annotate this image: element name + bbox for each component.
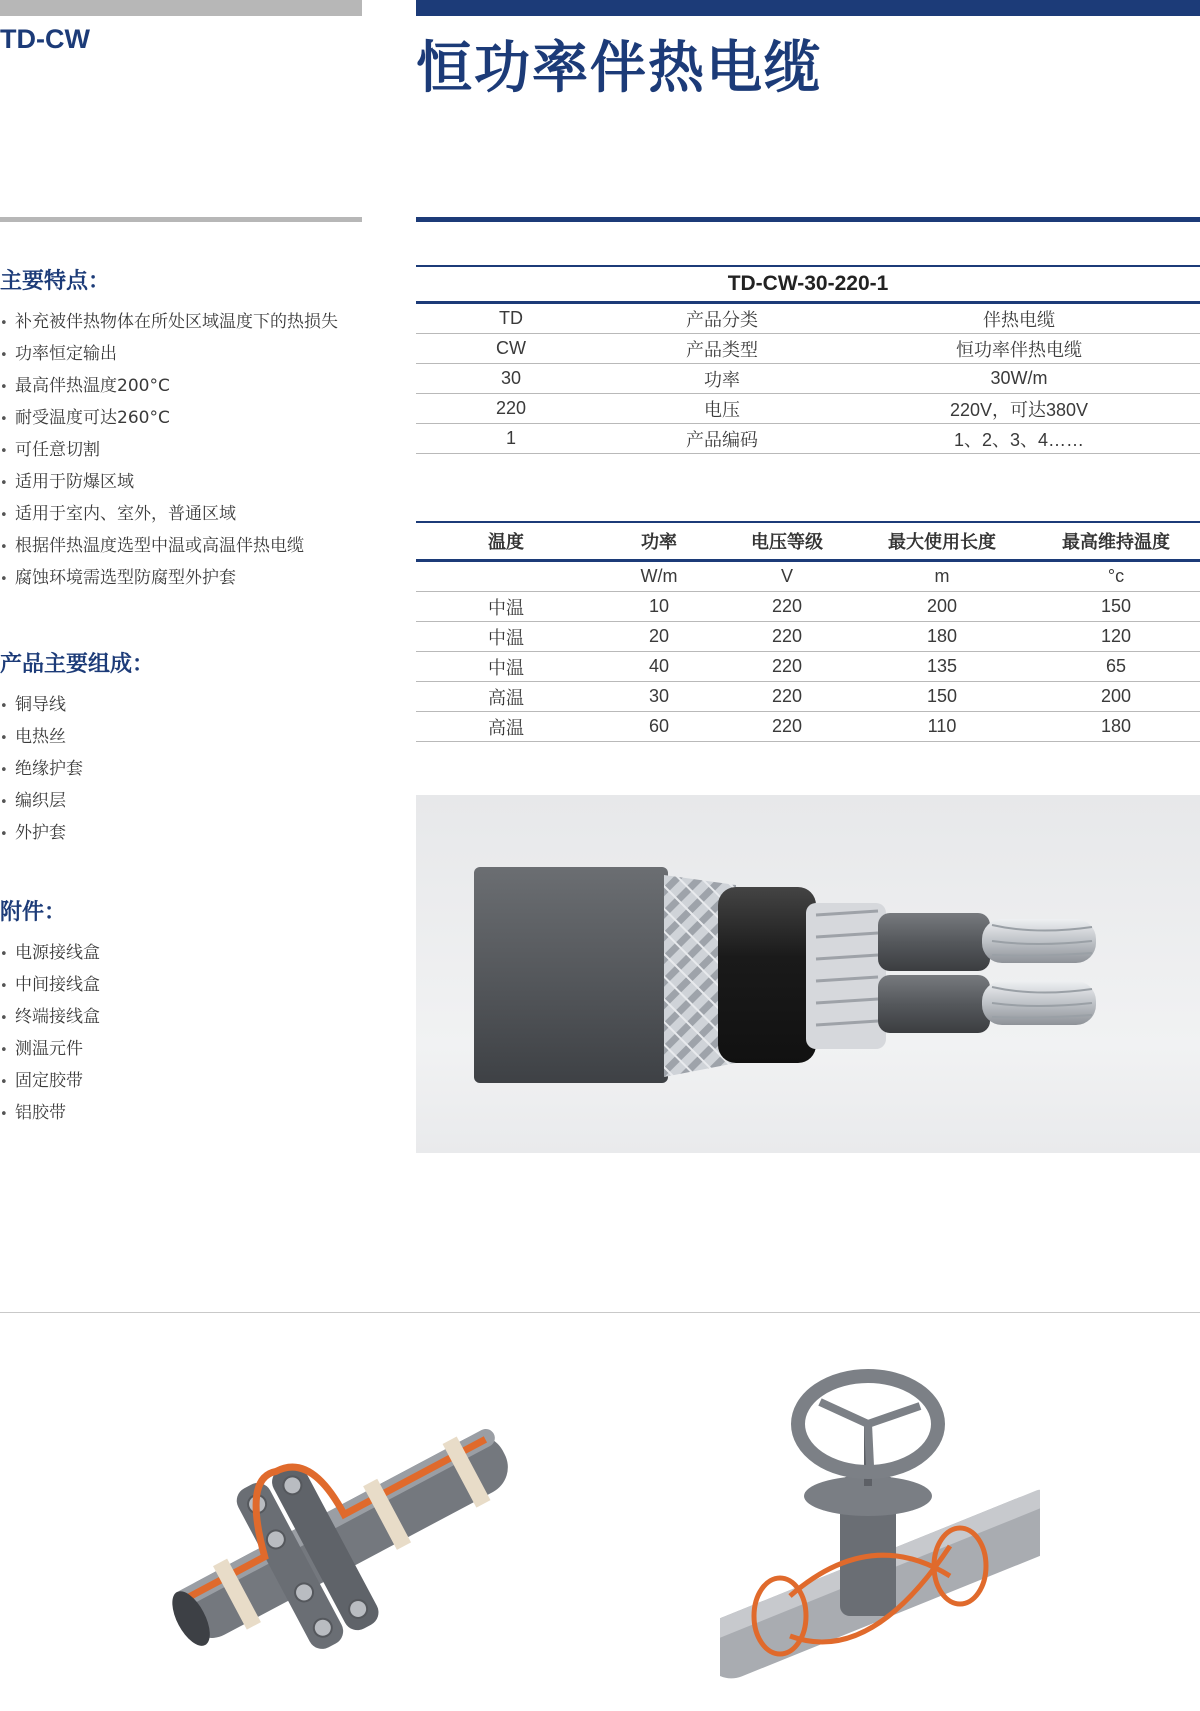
- table-cell: 220: [416, 394, 606, 424]
- list-item: • 功率恒定输出: [0, 338, 338, 370]
- table-cell: 220: [722, 712, 852, 742]
- table-cell: 200: [852, 592, 1032, 622]
- list-item: • 耐受温度可达260°C: [0, 402, 338, 434]
- top-gray-bar: [0, 0, 362, 16]
- table-cell: [416, 561, 596, 592]
- table-cell: 65: [1032, 652, 1200, 682]
- spec-table: [416, 521, 1200, 742]
- list-item: • 铝胶带: [0, 1097, 100, 1129]
- table-cell: 135: [852, 652, 1032, 682]
- table-cell: m: [852, 561, 1032, 592]
- valve-illustration: [720, 1366, 1040, 1686]
- table-row: [416, 394, 1200, 424]
- table-cell: 伴热电缆: [838, 303, 1200, 334]
- list-item: • 编织层: [0, 785, 83, 817]
- list-item: • 中间接线盒: [0, 969, 100, 1001]
- table-row: [416, 622, 1200, 652]
- table-cell: 180: [1032, 712, 1200, 742]
- table-cell: 产品编码: [606, 424, 838, 454]
- list-item: • 终端接线盒: [0, 1001, 100, 1033]
- units-row: [416, 561, 1200, 592]
- table-row: [416, 592, 1200, 622]
- table-cell: 10: [596, 592, 722, 622]
- list-item: • 根据伴热温度选型中温或高温伴热电缆: [0, 530, 338, 562]
- table-cell: 220: [722, 652, 852, 682]
- table-cell: 200: [1032, 682, 1200, 712]
- mid-gray-bar: [0, 217, 362, 222]
- mid-navy-bar: [416, 217, 1200, 222]
- table-row: [416, 652, 1200, 682]
- table-row: [416, 682, 1200, 712]
- column-header: 功率: [596, 522, 722, 561]
- accessories-list: [0, 937, 100, 1129]
- table-cell: 中温: [416, 622, 596, 652]
- flanged-pipe-illustration: [150, 1378, 530, 1678]
- page-title: 恒功率伴热电缆: [416, 36, 822, 101]
- composition-list: [0, 689, 83, 849]
- table-cell: W/m: [596, 561, 722, 592]
- table-cell: 20: [596, 622, 722, 652]
- list-item: • 铜导线: [0, 689, 83, 721]
- table-cell: 高温: [416, 682, 596, 712]
- table-cell: 120: [1032, 622, 1200, 652]
- flange-illustration-box: [150, 1378, 530, 1682]
- table-cell: 220: [722, 622, 852, 652]
- cable-cross-section-illustration: [416, 795, 1200, 1153]
- table-cell: 150: [852, 682, 1032, 712]
- table-cell: 恒功率伴热电缆: [838, 334, 1200, 364]
- table-row: [416, 364, 1200, 394]
- table-row: [416, 712, 1200, 742]
- table-cell: V: [722, 561, 852, 592]
- table-cell: 1: [416, 424, 606, 454]
- table-cell: 产品类型: [606, 334, 838, 364]
- table-row: [416, 334, 1200, 364]
- code-table-caption: TD-CW-30-220-1: [416, 266, 1200, 303]
- table-cell: 1、2、3、4……: [838, 424, 1200, 454]
- list-item: • 腐蚀环境需选型防腐型外护套: [0, 562, 338, 594]
- list-item: • 电热丝: [0, 721, 83, 753]
- table-cell: 220: [722, 592, 852, 622]
- table-cell: 180: [852, 622, 1032, 652]
- column-header: 电压等级: [722, 522, 852, 561]
- list-item: • 测温元件: [0, 1033, 100, 1065]
- list-item: • 适用于室内、室外，普通区域: [0, 498, 338, 530]
- list-item: • 可任意切割: [0, 434, 338, 466]
- table-header-row: [416, 522, 1200, 561]
- table-cell: 30W/m: [838, 364, 1200, 394]
- list-item: • 电源接线盒: [0, 937, 100, 969]
- table-cell: 功率: [606, 364, 838, 394]
- table-cell: 30: [596, 682, 722, 712]
- table-cell: 30: [416, 364, 606, 394]
- table-cell: 高温: [416, 712, 596, 742]
- table-cell: 220V，可达380V: [838, 394, 1200, 424]
- table-row: [416, 424, 1200, 454]
- composition-title: 产品主要组成：: [0, 652, 155, 677]
- product-model: TD-CW: [0, 24, 90, 54]
- list-item: • 最高伴热温度200°C: [0, 370, 338, 402]
- list-item: • 适用于防爆区域: [0, 466, 338, 498]
- accessories-title: 附件：: [0, 900, 67, 925]
- valve-illustration-box: [720, 1366, 1040, 1690]
- table-cell: °c: [1032, 561, 1200, 592]
- list-item: • 固定胶带: [0, 1065, 100, 1097]
- table-cell: 150: [1032, 592, 1200, 622]
- table-row: [416, 303, 1200, 334]
- column-header: 最高维持温度: [1032, 522, 1200, 561]
- table-cell: 中温: [416, 652, 596, 682]
- table-cell: 电压: [606, 394, 838, 424]
- table-cell: TD: [416, 303, 606, 334]
- list-item: • 补充被伴热物体在所处区域温度下的热损失: [0, 306, 338, 338]
- list-item: • 外护套: [0, 817, 83, 849]
- section-divider: [0, 1312, 1200, 1313]
- top-navy-bar: [416, 0, 1200, 16]
- table-cell: 110: [852, 712, 1032, 742]
- table-cell: 220: [722, 682, 852, 712]
- table-cell: 60: [596, 712, 722, 742]
- features-list: [0, 306, 338, 594]
- column-header: 温度: [416, 522, 596, 561]
- table-cell: 40: [596, 652, 722, 682]
- column-header: 最大使用长度: [852, 522, 1032, 561]
- code-table: [416, 265, 1200, 454]
- table-cell: 产品分类: [606, 303, 838, 334]
- table-cell: CW: [416, 334, 606, 364]
- list-item: • 绝缘护套: [0, 753, 83, 785]
- features-title: 主要特点：: [0, 269, 111, 294]
- table-cell: 中温: [416, 592, 596, 622]
- cable-photo: [416, 795, 1200, 1153]
